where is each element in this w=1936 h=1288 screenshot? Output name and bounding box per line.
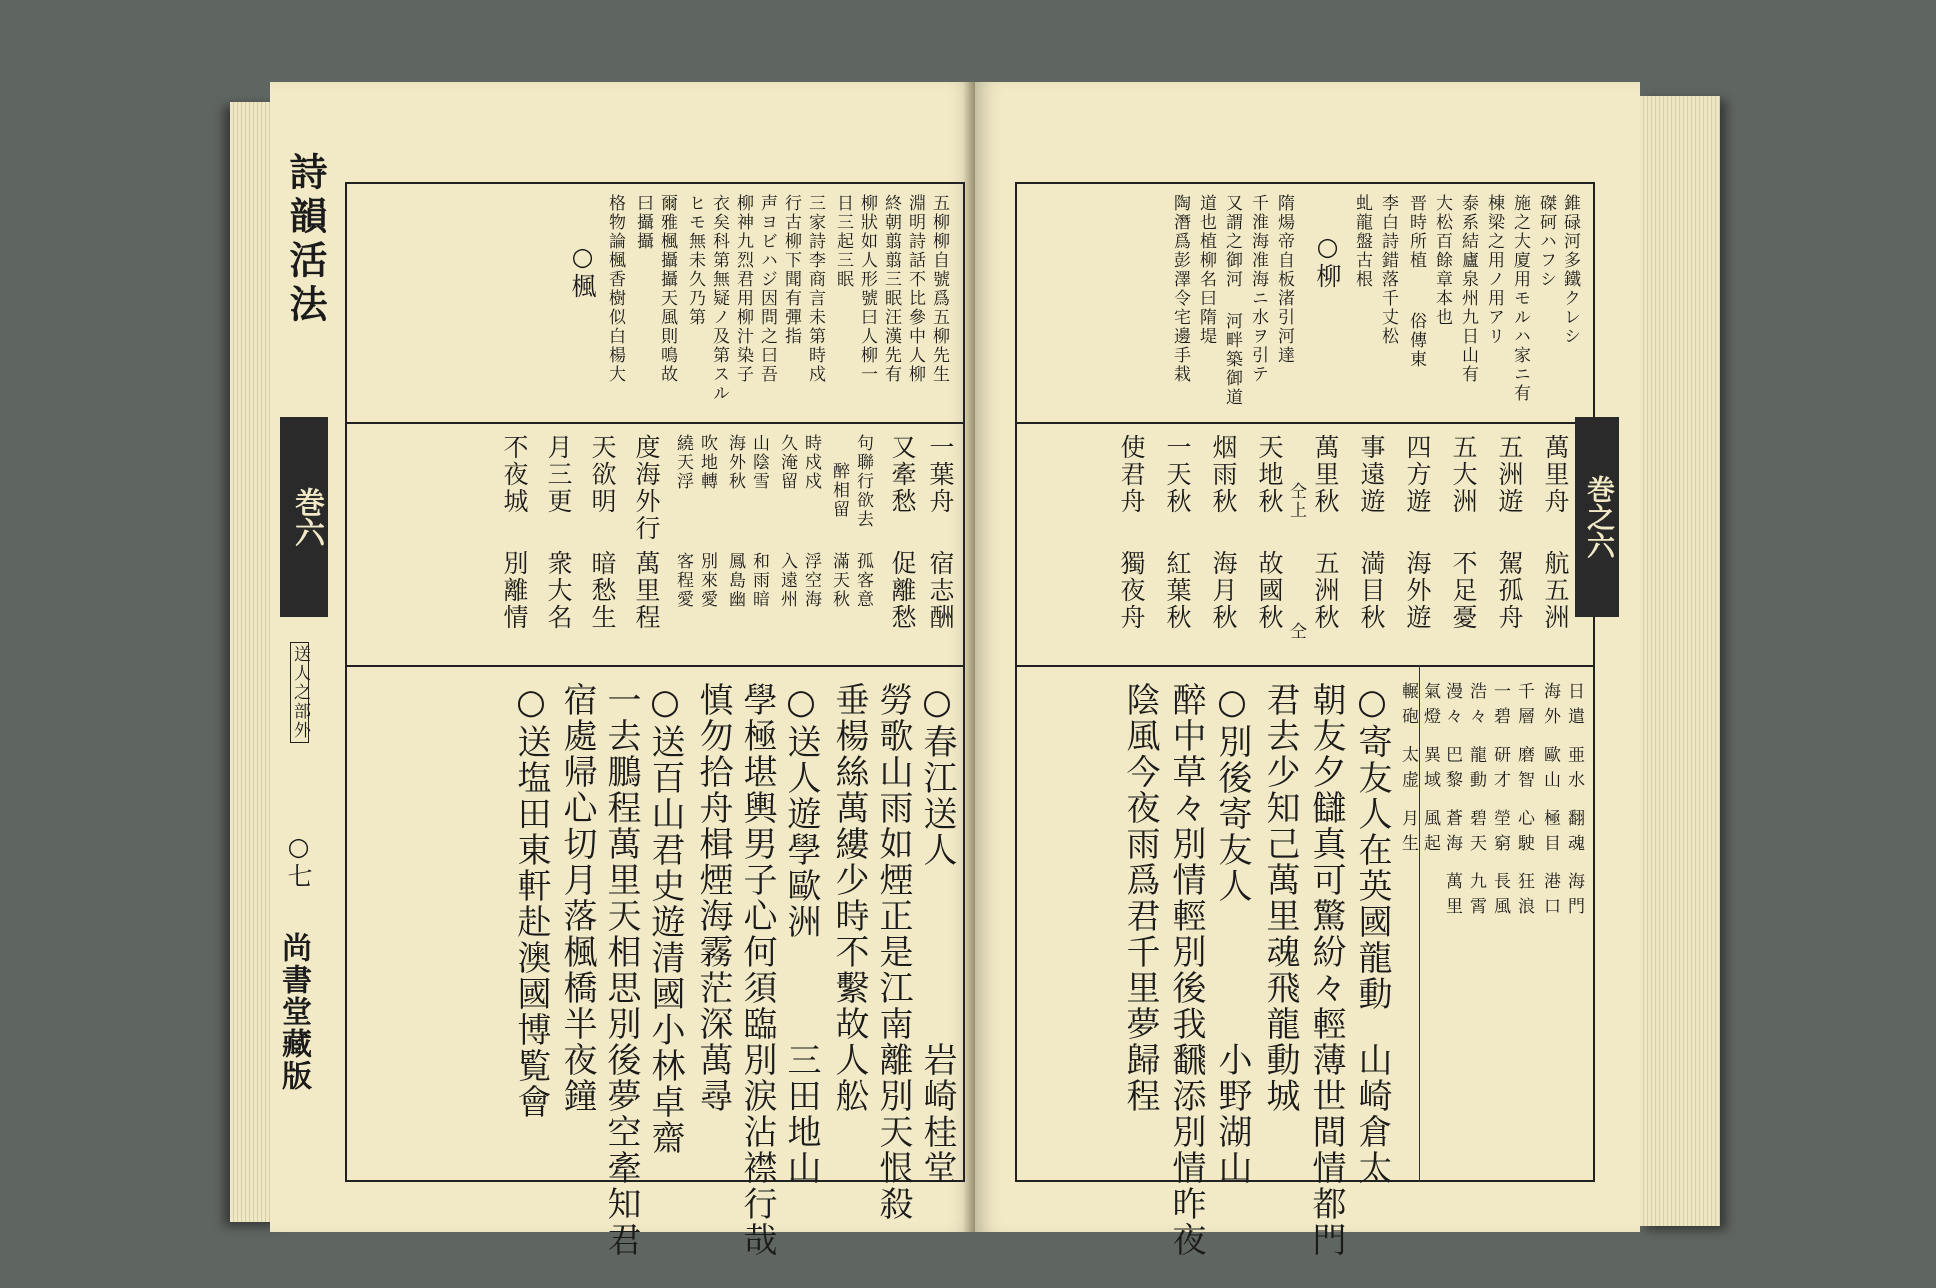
right-mid-entry: 満目秋: [1357, 550, 1386, 631]
right-mid-entry: 四方遊: [1403, 434, 1432, 515]
left-top-heading: ○楓: [568, 242, 597, 300]
right-mid-entry: 故國秋: [1255, 550, 1284, 631]
right-top-entry: 陶潛爲彭澤令宅邊手栽: [1170, 194, 1190, 384]
right-top-entry: 道也植柳名曰隋堤: [1196, 194, 1216, 346]
right-mid-entry: 航五洲: [1541, 550, 1570, 631]
left-top-entry: 格物論楓香樹似白楊大: [605, 194, 625, 384]
left-mid-entry: 和雨暗: [749, 552, 769, 609]
left-top-entry: ヒモ無未久乃第: [685, 194, 705, 327]
left-mid-entry: 暗愁生: [588, 550, 617, 631]
right-mid-entry: 五大洲: [1449, 434, 1478, 515]
left-mid-entry: 句聯行欲去: [853, 434, 873, 529]
left-top-entry: 終朝翦翦三眠汪漢先有: [881, 194, 901, 384]
right-mid-note: 仝上: [1286, 482, 1306, 520]
right-rule-middle: [1015, 665, 1595, 667]
right-top-entry: 晋時所植: [1406, 194, 1426, 270]
right-mid-entry: 不足憂: [1449, 550, 1478, 631]
right-top-entry: 俗傳東: [1406, 312, 1426, 369]
right-mid-entry: 烟雨秋: [1209, 434, 1238, 515]
poem-line: 朝友夕讎真可驚紛々輕薄世間情都門: [1306, 682, 1346, 1258]
left-mid-entry: 醉相留: [829, 462, 849, 519]
vocab-column: 浩々 龍動 碧天 九霄: [1466, 682, 1486, 923]
left-top-entry: 柳神九烈君用柳汁染子: [733, 194, 753, 384]
page-edges-right: [1640, 96, 1720, 1226]
spine-chapter: 送人之部外: [290, 642, 309, 743]
left-top-entry: 日三起三眠: [833, 194, 853, 289]
right-top-entry: 又謂之御河: [1222, 194, 1242, 289]
right-mid-entry: 獨夜舟: [1117, 550, 1146, 631]
poem-author: 三田地山: [781, 1042, 821, 1186]
right-page: [975, 82, 1640, 1258]
vocab-column: 輾砲 太虚 月生: [1398, 682, 1418, 859]
left-mid-entry: 別來愛: [697, 552, 717, 609]
left-mid-entry: 繞天浮: [673, 434, 693, 491]
left-mid-entry: 一葉舟: [926, 434, 955, 515]
poem-title: ○送塩田東軒赴澳國博覧會: [511, 682, 551, 1120]
poem-line: 勞歌山雨如煙正是江南離別天恨殺: [873, 682, 913, 1222]
left-top-entry: 三家詩李商言未第時戍: [805, 194, 825, 384]
left-mid-entry: 孤客意: [853, 552, 873, 609]
right-top-entry: 大松百餘章本也: [1432, 194, 1452, 327]
left-mid-entry: 宿志酬: [926, 550, 955, 631]
left-mid-entry: 久淹留: [777, 434, 797, 491]
poem-title: ○寄友人在英國龍動: [1352, 682, 1392, 1012]
right-top-entry: 隋煬帝自板渚引河達: [1274, 194, 1294, 365]
vocab-column: 海外 歐山 極目 港口: [1540, 682, 1560, 923]
left-mid-entry: 吹地轉: [697, 434, 717, 491]
left-mid-entry: 促離愁: [888, 550, 917, 631]
right-mid-entry: 萬里秋: [1311, 434, 1340, 515]
left-mid-entry: 入遠州: [777, 552, 797, 609]
open-book: [230, 82, 1710, 1262]
left-mid-entry: 浮空海: [801, 552, 821, 609]
poem-title: ○送人遊學歐洲: [781, 682, 821, 940]
poem-line: 陰風今夜雨爲君千里夢歸程: [1120, 682, 1160, 1114]
spine-page-number: ○七: [284, 832, 313, 890]
left-mid-entry: 滿天秋: [829, 552, 849, 609]
left-top-entry: 曰攝攝: [633, 194, 653, 251]
right-top-heading: ○柳: [1313, 232, 1342, 290]
spine-title: 詩韻活法: [283, 152, 328, 328]
right-top-entry: 李白詩錯落千丈松: [1378, 194, 1398, 346]
poem-line: 慎勿拾舟楫煙海霧茫深萬尋: [693, 682, 733, 1114]
right-mid-entry: 一天秋: [1163, 434, 1192, 515]
right-mid-entry: 事遠遊: [1357, 434, 1386, 515]
left-rule-middle: [345, 665, 965, 667]
left-page: [270, 82, 975, 1258]
poem-title: ○別後寄友人: [1212, 682, 1252, 904]
left-top-entry: 爾雅楓攝攝天風則鳴故: [657, 194, 677, 384]
left-top-entry: 柳狀如人形號曰人柳一: [857, 194, 877, 384]
right-rule-upper: [1015, 422, 1595, 424]
left-top-entry: 行古柳下聞有彈指: [781, 194, 801, 346]
right-mid-entry: 海月秋: [1209, 550, 1238, 631]
left-mid-entry: 別離情: [500, 550, 529, 631]
right-volume-marker: 巻之六: [1575, 417, 1619, 617]
left-mid-entry: 度海外行: [632, 434, 661, 542]
left-top-entry: 五柳柳自號爲五柳先生: [929, 194, 949, 384]
poem-author: 山崎倉太: [1352, 1042, 1392, 1186]
left-mid-entry: 衆大名: [544, 550, 573, 631]
left-mid-entry: 天欲明: [588, 434, 617, 515]
right-mid-note: 仝: [1286, 622, 1306, 641]
right-top-entry: 泰系結廬泉州九日山有: [1458, 194, 1478, 384]
right-mid-entry: 使君舟: [1117, 434, 1146, 515]
poem-line: 垂楊絲萬縷少時不繫故人舩: [829, 682, 869, 1114]
vocab-column: 一碧 研才 塋窮 長風: [1490, 682, 1510, 923]
right-mid-entry: 海外遊: [1403, 550, 1432, 631]
left-mid-entry: 時戍戍: [801, 434, 821, 491]
vocab-column: 氣燈 異域 風起: [1420, 682, 1440, 859]
poem-author: 小野湖山: [1212, 1042, 1252, 1186]
left-rule-upper: [345, 422, 965, 424]
left-mid-entry: 又牽愁: [888, 434, 917, 515]
right-top-entry: 錐碌河多鐵クレシ: [1560, 194, 1580, 346]
vocab-column: 千層 磨智 心駛 狂浪: [1514, 682, 1534, 923]
left-top-entry: 淵明詩話不比參中人柳: [905, 194, 925, 384]
right-top-entry: 磔砢ハフシ: [1536, 194, 1556, 289]
left-mid-entry: 月三更: [544, 434, 573, 515]
left-top-entry: 衣矣科第無疑ノ及第スル: [709, 194, 729, 403]
right-top-entry: 千淮海准海ニ水ヲ引テ: [1248, 194, 1268, 384]
poem-author: 岩崎桂堂: [917, 1042, 957, 1186]
poem-author: 小林卓齋: [645, 1012, 685, 1156]
right-top-entry: 河畔築御道: [1222, 312, 1242, 407]
right-mid-entry: 駕孤舟: [1495, 550, 1524, 631]
spine-volume: 巻六: [280, 417, 328, 617]
spine-publisher: 尚書堂藏版: [276, 932, 311, 1092]
right-top-entry: 施之大廈用モルハ家ニ有: [1510, 194, 1530, 403]
left-mid-entry: 山陰雪: [749, 434, 769, 491]
right-top-entry: 虬龍盤古根: [1352, 194, 1372, 289]
poem-line: 一去鵬程萬里天相思別後夢空牽知君: [601, 682, 641, 1258]
poem-title: ○春江送人: [917, 682, 957, 868]
right-top-entry: 棟梁之用ノ用アリ: [1484, 194, 1504, 346]
vocab-column: 漫々 巴黎 蒼海 萬里: [1442, 682, 1462, 923]
left-mid-entry: 海外秋: [725, 434, 745, 491]
poem-title: ○送百山君史遊清國: [645, 682, 685, 1012]
right-mid-entry: 天地秋: [1255, 434, 1284, 515]
poem-line: 醉中草々別情輕別後我飜添別情昨夜: [1166, 682, 1206, 1258]
right-mid-entry: 五洲遊: [1495, 434, 1524, 515]
left-mid-entry: 客程愛: [673, 552, 693, 609]
poem-line: 宿處帰心切月落楓橋半夜鐘: [557, 682, 597, 1114]
left-mid-entry: 萬里程: [632, 550, 661, 631]
poem-line: 學極堪輿男子心何須臨別涙沾襟行哉: [737, 682, 777, 1258]
right-mid-entry: 五洲秋: [1311, 550, 1340, 631]
vocab-column: 日遣 亜水 翻魂 海門: [1564, 682, 1584, 923]
left-mid-entry: 鳳島幽: [725, 552, 745, 609]
right-mid-entry: 紅葉秋: [1163, 550, 1192, 631]
right-mid-entry: 萬里舟: [1541, 434, 1570, 515]
left-mid-entry: 不夜城: [500, 434, 529, 515]
poem-line: 君去少知己萬里魂飛龍動城: [1260, 682, 1300, 1114]
left-top-entry: 声ヨビハジ因問之曰吾: [757, 194, 777, 384]
